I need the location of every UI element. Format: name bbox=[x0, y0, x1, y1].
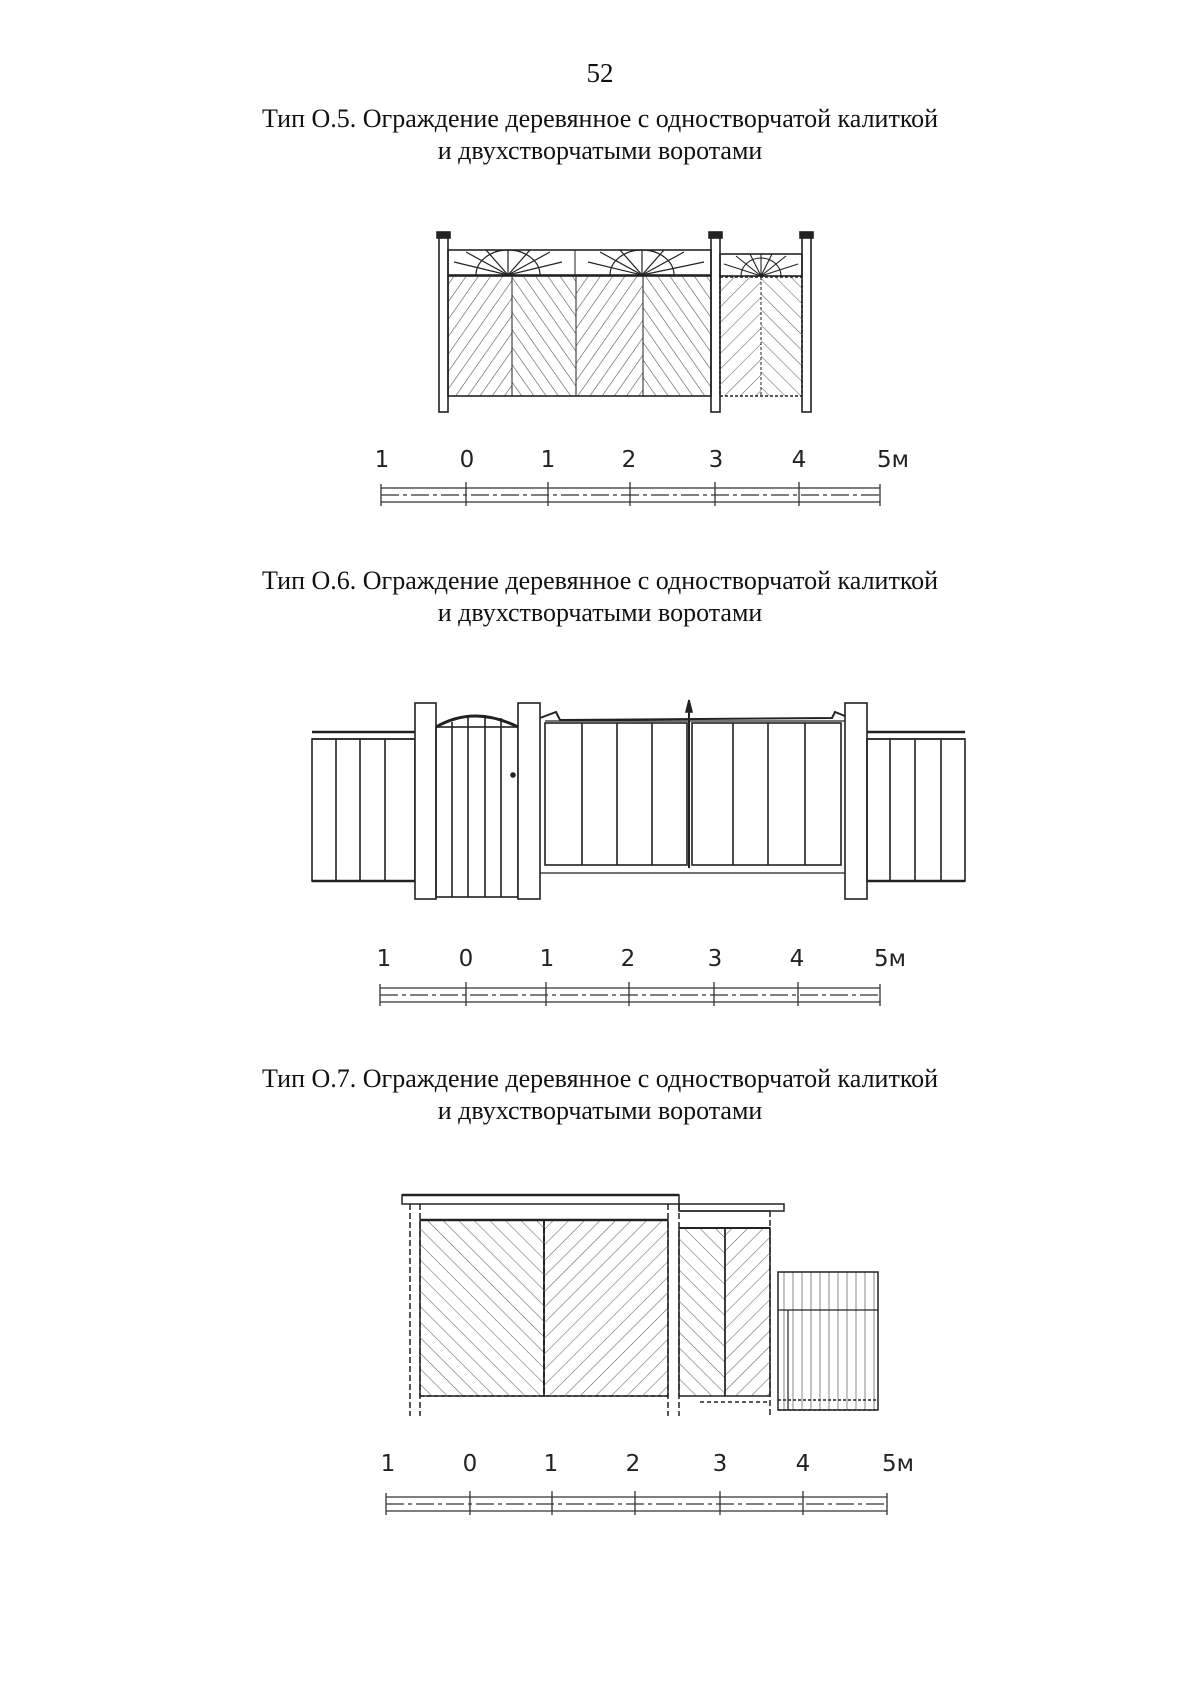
gate-top-rail bbox=[540, 712, 845, 720]
post bbox=[439, 237, 448, 412]
scale-label: 1 bbox=[380, 1451, 396, 1477]
herringbone-panel bbox=[643, 276, 711, 396]
caption-line-1: Тип О.6. Ограждение деревянное с одностворчатой калиткой bbox=[261, 566, 939, 595]
fence-section bbox=[778, 1272, 878, 1410]
scale-label: 1 bbox=[376, 946, 392, 972]
post bbox=[845, 703, 867, 899]
fence-o6-drawing bbox=[312, 700, 965, 899]
sunburst-ornament bbox=[454, 250, 562, 275]
gate-herringbone bbox=[720, 277, 761, 396]
caption-line-2: и двухстворчатыми воротами bbox=[437, 1096, 763, 1125]
scale-label: 0 bbox=[459, 447, 475, 473]
post bbox=[415, 703, 436, 899]
wicket-gate-left bbox=[679, 1228, 725, 1396]
post bbox=[802, 237, 811, 412]
fence-o5-drawing bbox=[437, 232, 813, 412]
sunburst-ornament bbox=[588, 250, 704, 275]
scale-label: 3 bbox=[712, 1451, 728, 1477]
scale-label: 1 bbox=[374, 447, 390, 473]
wicket-gate-arch bbox=[436, 716, 518, 727]
scale-label: 4 bbox=[795, 1451, 811, 1477]
post-cap bbox=[437, 232, 450, 238]
gate-leaf-right bbox=[544, 1220, 668, 1396]
post bbox=[711, 237, 720, 412]
sunburst-ornament bbox=[724, 254, 798, 276]
caption-line-2: и двухстворчатыми воротами bbox=[437, 136, 763, 165]
post-cap bbox=[709, 232, 722, 238]
fence-o7-drawing bbox=[402, 1195, 878, 1416]
scale-label: 3 bbox=[708, 447, 724, 473]
scale-label: 0 bbox=[458, 946, 474, 972]
herringbone-panel bbox=[448, 276, 512, 396]
gate-center-finial-icon bbox=[686, 700, 692, 712]
scale-label: 5м bbox=[874, 946, 906, 972]
scale-label: 2 bbox=[621, 447, 637, 473]
top-band bbox=[448, 250, 711, 275]
wicket-gate-right bbox=[725, 1228, 770, 1396]
fence-section bbox=[867, 739, 965, 881]
scale-label: 4 bbox=[789, 946, 805, 972]
herringbone-panel bbox=[576, 276, 643, 396]
scale-bar-o7 bbox=[381, 1451, 914, 1515]
post bbox=[518, 703, 540, 899]
herringbone-panel bbox=[512, 276, 576, 396]
scale-bar-o5 bbox=[375, 447, 909, 506]
gate-latch-icon bbox=[511, 773, 515, 777]
gate-leaf-left bbox=[545, 723, 687, 865]
gate-leaf-left bbox=[420, 1220, 544, 1396]
caption-line-2: и двухстворчатыми воротами bbox=[437, 598, 763, 627]
scale-label: 5м bbox=[882, 1451, 914, 1477]
scale-label: 0 bbox=[462, 1451, 478, 1477]
caption-line-1: Тип О.5. Ограждение деревянное с одностворчатой калиткой bbox=[261, 104, 939, 133]
gate-leaf-right bbox=[692, 723, 841, 865]
scale-label: 1 bbox=[543, 1451, 559, 1477]
gate-herringbone bbox=[761, 277, 802, 396]
scale-label: 1 bbox=[539, 946, 555, 972]
wicket-gate bbox=[436, 727, 518, 897]
fence-section bbox=[312, 739, 415, 881]
scale-label: 3 bbox=[707, 946, 723, 972]
scale-label: 1 bbox=[540, 447, 556, 473]
scale-label: 4 bbox=[791, 447, 807, 473]
page-number: 52 bbox=[586, 58, 614, 88]
gate-roof bbox=[402, 1195, 679, 1204]
scale-label: 5м bbox=[877, 447, 909, 473]
wicket-roof bbox=[679, 1204, 784, 1211]
caption-line-1: Тип О.7. Ограждение деревянное с одностворчатой калиткой bbox=[261, 1064, 939, 1093]
scale-label: 2 bbox=[620, 946, 636, 972]
scale-label: 2 bbox=[625, 1451, 641, 1477]
scale-bar-o6 bbox=[377, 946, 906, 1006]
post-cap bbox=[800, 232, 813, 238]
